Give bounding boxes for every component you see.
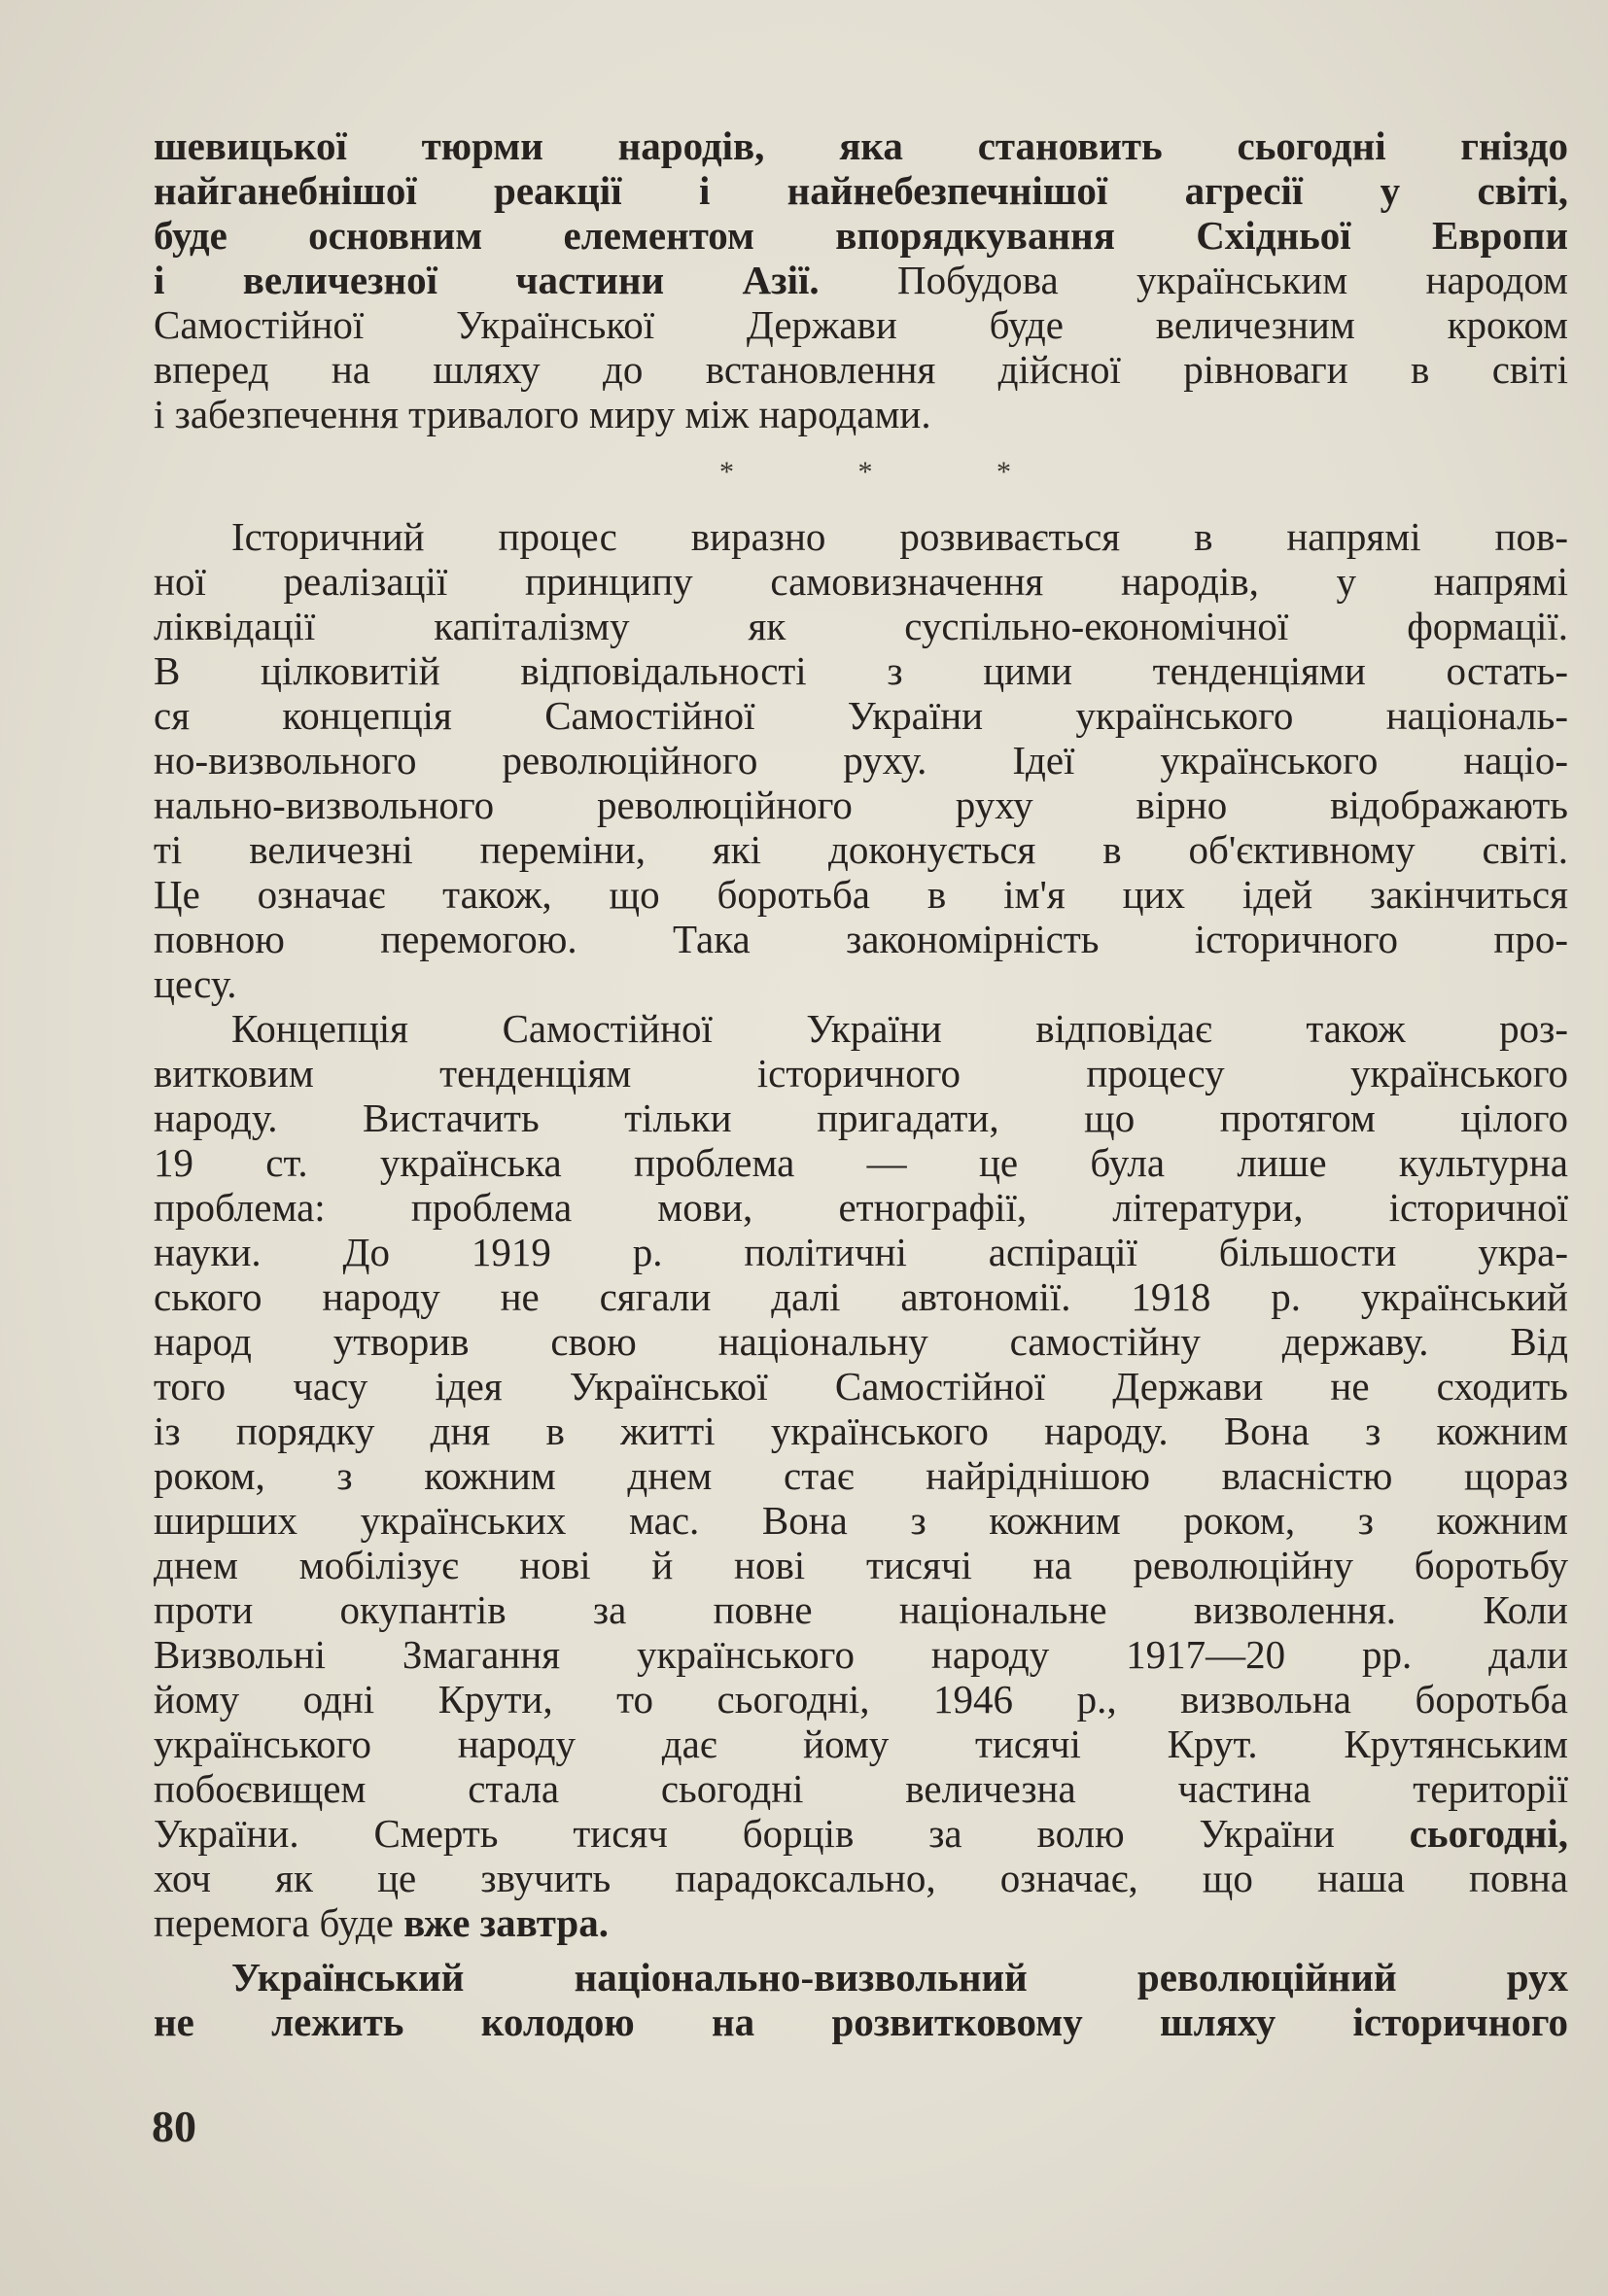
- text-line: науки. До 1919 р. політичні аспірації більшости укра-: [154, 1230, 1568, 1274]
- section-separator: [719, 453, 1011, 492]
- text-line: вперед на шляху до встановлення дійсної рівноваги в світі: [154, 347, 1568, 392]
- text-line: народу. Вистачить тільки пригадати, що протягом цілого: [154, 1096, 1568, 1140]
- text-line: Концепція Самостійної України відповідає також роз-: [231, 1006, 1568, 1051]
- text-line: і забезпечення тривалого миру між народами.: [154, 392, 931, 436]
- bold-phrase: і величезної частини Азії.: [154, 258, 820, 302]
- separator-asterisk: *: [857, 456, 873, 488]
- separator-asterisk: *: [719, 456, 734, 488]
- text-line: народ утворив свою національну самостійну державу. Від: [154, 1319, 1568, 1364]
- separator-asterisk: *: [996, 456, 1011, 488]
- text-line: ліквідації капіталізму як суспільно-економічної формації.: [154, 604, 1568, 648]
- text-line: Самостійної Української Держави буде величезним кроком: [154, 302, 1568, 347]
- text-line: цесу.: [154, 961, 237, 1006]
- text-line: того часу ідея Української Самостійної Держави не сходить: [154, 1364, 1568, 1409]
- text-line: проти окупантів за повне національне визволення. Коли: [154, 1587, 1568, 1632]
- text-line: не лежить колодою на розвитковому шляху історичного: [154, 2000, 1568, 2044]
- text-line: [154, 259, 1568, 301]
- page-number: 80: [152, 2102, 196, 2151]
- text-line: буде основним елементом впорядкування Східньої Европи: [154, 213, 1568, 258]
- text-line: ті величезні переміни, які доконується в об'єктивному світі.: [154, 827, 1568, 872]
- text-line: повною перемогою. Така закономірність історичного про-: [154, 917, 1568, 961]
- text-line: шевицької тюрми народів, яка становить сьогодні гніздо: [154, 123, 1568, 168]
- text-line: [154, 1812, 1568, 1855]
- text-line: ського народу не сягали далі автономії. 1918 р. український: [154, 1274, 1568, 1319]
- text-line: нально-визвольного революційного руху вірно відображають: [154, 783, 1568, 827]
- text-fragment: Побудова українським народом: [819, 258, 1568, 302]
- text-line: побоєвищем стала сьогодні величезна частина території: [154, 1766, 1568, 1811]
- text-line: найганебнішої реакції і найнебезпечнішої агресії у світі,: [154, 168, 1568, 213]
- text-line: ної реалізації принципу самовизначення народів, у напрямі: [154, 559, 1568, 604]
- text-fragment: України. Смерть тисяч борців за волю України: [154, 1811, 1410, 1856]
- text-line: 19 ст. українська проблема — це була лише культурна: [154, 1140, 1568, 1185]
- text-line: із порядку дня в житті українського народу. Вона з кожним: [154, 1409, 1568, 1453]
- text-line: Визвольні Змагання українського народу 1917—20 рр. дали: [154, 1632, 1568, 1677]
- text-line: проблема: проблема мови, етнографії, літератури, історичної: [154, 1185, 1568, 1230]
- text-line: витковим тенденціям історичного процесу українського: [154, 1051, 1568, 1096]
- text-line: йому одні Крути, то сьогодні, 1946 р., визвольна боротьба: [154, 1677, 1568, 1722]
- text-line: українського народу дає йому тисячі Крут. Крутянським: [154, 1722, 1568, 1766]
- text-line: Це означає також, що боротьба в ім'я цих ідей закінчиться: [154, 872, 1568, 917]
- text-line: В цілковитій відповідальності з цими тенденціями остать-: [154, 648, 1568, 693]
- bold-phrase: сьогодні,: [1409, 1811, 1568, 1856]
- text-line: роком, з кожним днем стає найріднішою власністю щораз: [154, 1453, 1568, 1498]
- text-line: хоч як це звучить парадоксально, означає, що наша повна: [154, 1856, 1568, 1900]
- text-line: Український національно-визвольний революційний рух: [231, 1955, 1568, 2000]
- text-line: днем мобілізує нові й нові тисячі на революційну боротьбу: [154, 1543, 1568, 1587]
- text-line: ся концепція Самостійної України українського національ-: [154, 693, 1568, 738]
- text-fragment: перемога буде: [154, 1900, 404, 1945]
- text-line: [154, 1901, 1568, 1944]
- text-line: ширших українських мас. Вона з кожним роком, з кожним: [154, 1498, 1568, 1543]
- text-line: Історичний процес виразно розвивається в напрямі пов-: [231, 514, 1568, 559]
- text-line: но-визвольного революційного руху. Ідеї українського націо-: [154, 738, 1568, 783]
- bold-phrase: вже завтра.: [403, 1900, 609, 1945]
